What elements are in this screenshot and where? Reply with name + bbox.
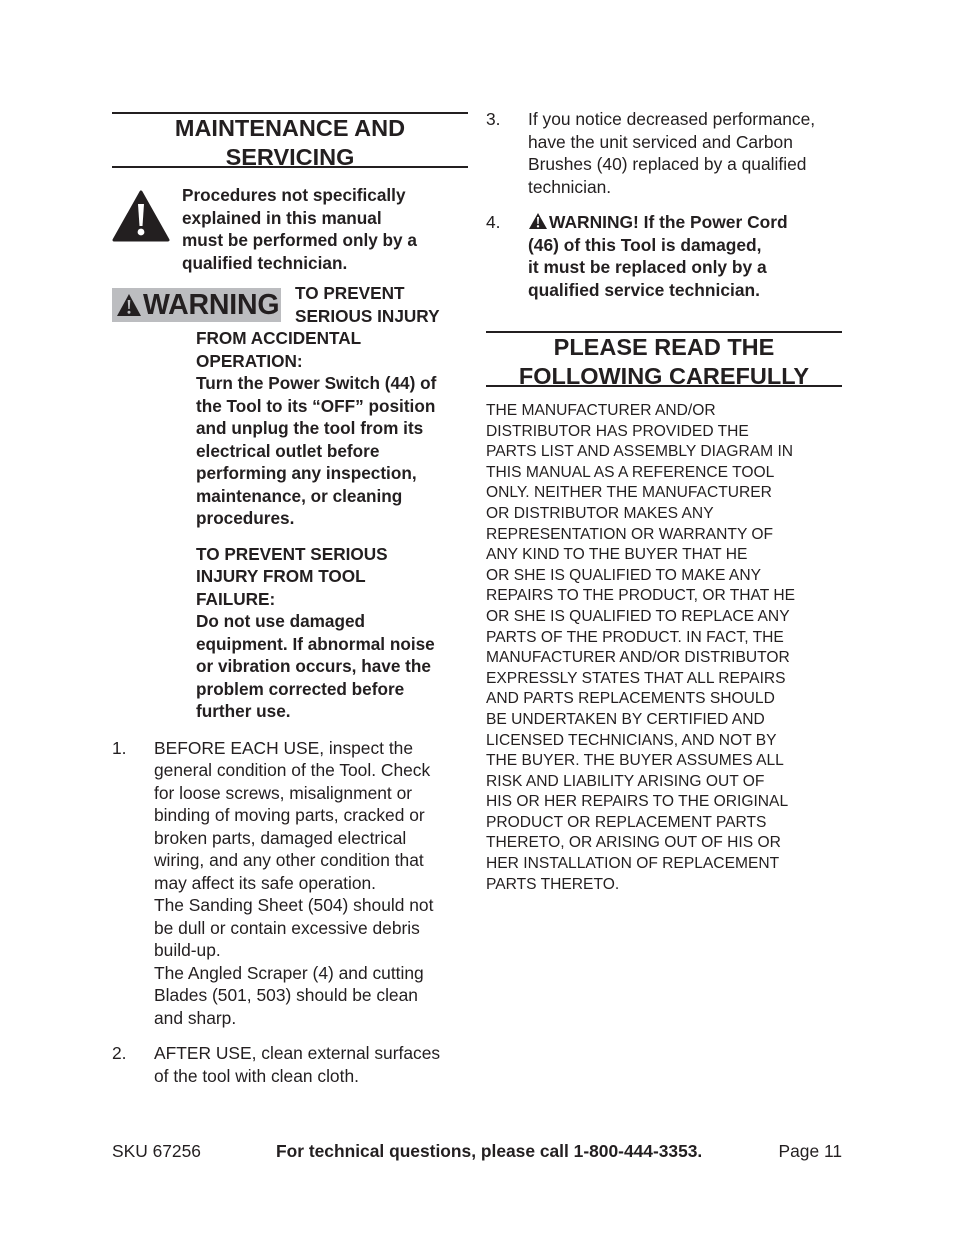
warning-section [112,282,468,723]
list-item: 3. If you notice decreased performance, have the unit serviced and Carbon Brushes (40) replaced by a qualified technician. [486,109,816,197]
disclaimer-text: THE MANUFACTURER AND/OR DISTRIBUTOR HAS PROVIDED THE PARTS LIST AND ASSEMBLY DIAGRAM IN THIS MANUAL AS A REFERENCE TOOL ONLY. NEITHER THE MANUFACTURER OR DISTRIBUTOR MAKES ANY REPRESENTATION OR WARRANTY OF ANY KIND TO THE BUYER THAT HE OR SHE IS QUALIFIED TO MAKE ANY REPAIRS TO THE PRODUCT, OR THAT HE OR SHE IS QUALIFIED TO REPLACE ANY PARTS OF THE PRODUCT. IN FACT, THE MANUFACTURER AND/OR DISTRIBUTOR EXPRESSLY STATES THAT ALL REPAIRS AND PARTS REPLACEMENTS SHOULD BE UNDERTAKEN BY CERTIFIED AND LICENSED TECHNICIANS, AND NOT BY THE BUYER. THE BUYER ASSUMES ALL RISK AND LIABILITY ARISING OUT OF HIS OR HER REPAIRS TO THE ORIGINAL PRODUCT OR REPLACEMENT PARTS THERETO, OR ARISING OUT OF HIS OR HER INSTALLATION OF REPLACEMENT PARTS THERETO. [486,402,796,893]
maintenance-title: MAINTENANCE AND SERVICING [112,112,468,168]
exclamation-triangle-icon [112,190,170,242]
right-column [486,108,842,895]
caution-text: Procedures not specifically explained in this manual must be performed only by a qualified technician. [182,185,417,273]
support-phone-text: For technical questions, please call 1-800-444-3353. [276,1141,703,1161]
caution-notice [112,184,468,276]
maintenance-list [112,737,468,1088]
accidental-operation-warning: FROM ACCIDENTAL OPERATION: Turn the Power Switch (44) of the Tool to its “OFF” position and unplug the tool from its electrical outlet before performing any inspection, maintenance, or cleaning procedures. TO PREVENT SERIOUS INJURY FROM TOOL FAILURE: Do not use damaged equipment. If abnormal noise or vibration occurs, have the problem corrected before further use. [196,328,437,721]
warning-triangle-icon [528,212,548,230]
list-item: 1. BEFORE EACH USE, inspect the general condition of the Tool. Check for loose screws, misalignment or binding of moving parts, cracked or broken parts, damaged electrical wiring, and any other condition that may affect its safe operation. The Sanding Sheet (504) should not be dull or contain excessive debris build-up. The Angled Scraper (4) and cutting Blades (501, 503) should be clean and sharp. [112,737,434,1028]
sku-number: SKU 67256 [112,1141,201,1161]
page-number: Page 11 [778,1141,842,1161]
list-item: 4. WARNING! If the Power Cord (46) of this Tool is damaged, it must be replaced only by a qualified service technician. [486,212,788,300]
warning-triangle-icon [116,293,142,317]
please-read-title: PLEASE READ THE FOLLOWING CAREFULLY [486,331,842,387]
warning-heading: TO PREVENT SERIOUS INJURY [295,283,440,326]
left-column [112,112,468,1100]
list-item: 2. AFTER USE, clean external surfaces of the tool with clean cloth. [112,1043,441,1086]
maintenance-list-continued [486,108,842,301]
warning-badge [112,288,281,322]
warning-label: WARNING [143,288,280,321]
